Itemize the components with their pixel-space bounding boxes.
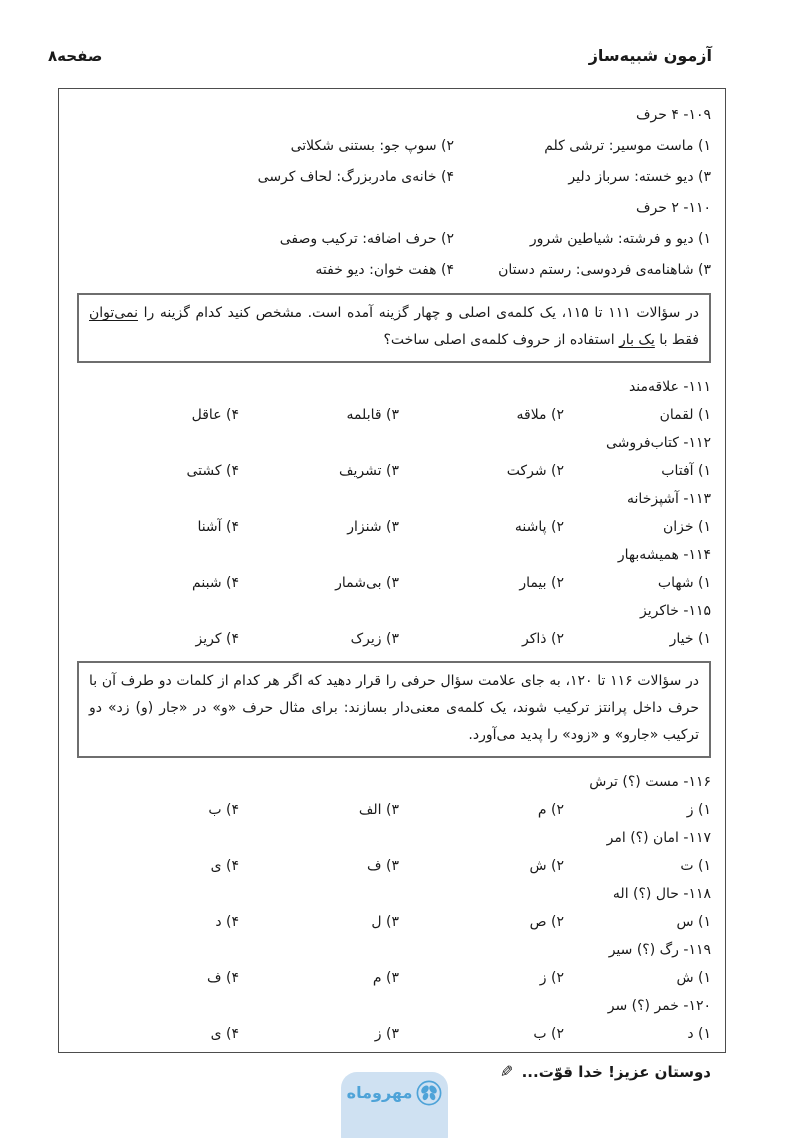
option-item: ۴) عاقل xyxy=(191,407,239,423)
option-row xyxy=(77,625,711,653)
option-row xyxy=(77,130,711,161)
question-title: ۱۲۰- خمر (؟) سر xyxy=(607,998,711,1014)
instruction-text: در سؤالات ۱۱۶ تا ۱۲۰، به جای علامت سؤال حرفی را قرار دهید که اگر هر کدام از کلمات دو طرف آن با حرف داخل پرانتز ترکیب شوند، یک کلمه‌ی معنی‌دار بسازند: برای مثال حرف «و» در «جار (و) زد» دو ترکیب «جارو» و «زود» را پدید می‌آورد. xyxy=(89,673,700,743)
instruction-text: استفاده از حروف کلمه‌ی اصلی ساخت؟ xyxy=(383,332,620,348)
option-item: ۱) دیو و فرشته: شیاطین شرور xyxy=(529,230,711,247)
instruction-box-2 xyxy=(77,661,711,758)
option-item: ۲) بیمار xyxy=(519,575,564,591)
option-item: ۴) کریز xyxy=(195,631,239,647)
question-title: ۱۱۲- کتاب‌فروشی xyxy=(606,435,711,451)
option-item: ۲) شرکت xyxy=(506,463,564,479)
publisher-logo xyxy=(341,1072,448,1138)
pen-icon: ✎ xyxy=(500,1062,514,1081)
butterfly-icon xyxy=(416,1080,442,1106)
question-section-2 xyxy=(77,373,711,653)
option-item: ۱) ماست موسیر: ترشی کلم xyxy=(544,137,711,154)
option-item: ۳) ل xyxy=(371,914,399,930)
option-row xyxy=(77,401,711,429)
option-item: ۲) ص xyxy=(529,914,564,930)
option-item: ۱) آفتاب xyxy=(661,463,711,479)
option-item: ۳) شاهنامه‌ی فردوسی: رستم دستان xyxy=(498,261,711,278)
question-title: ۱۱۹- رگ (؟) سیر xyxy=(608,942,711,958)
option-item: ۴) هفت خوان: دیو خفته xyxy=(315,261,454,278)
option-item: ۴) ی xyxy=(210,858,239,874)
option-item: ۲) م xyxy=(537,802,564,818)
option-item: ۳) ز xyxy=(374,1026,399,1042)
option-item: ۱) ز xyxy=(686,802,711,818)
option-item: ۱) خیار xyxy=(669,631,711,647)
option-item: ۳) قابلمه xyxy=(346,407,399,423)
question-section-3 xyxy=(77,768,711,1048)
option-row xyxy=(77,569,711,597)
option-row xyxy=(77,964,711,992)
option-item: ۳) دیو خسته: سرباز دلیر xyxy=(568,168,711,185)
option-item: ۱) خزان xyxy=(663,519,711,535)
question-title: ۱۰۹- ۴ حرف xyxy=(636,106,711,123)
instruction-underlined: نمی‌توان xyxy=(89,305,138,321)
option-item: ۳) شنزار xyxy=(347,519,399,535)
option-item: ۴) ف xyxy=(207,970,239,986)
page-number: صفحه۸ xyxy=(48,47,103,65)
question-section-1 xyxy=(77,99,711,285)
option-item: ۱) لقمان xyxy=(659,407,711,423)
question-title: ۱۱۸- حال (؟) اله xyxy=(612,886,711,902)
exam-title: آزمون شبیه‌ساز xyxy=(588,46,712,65)
option-item: ۲) ملاقه xyxy=(516,407,564,423)
option-item: ۱) س xyxy=(676,914,711,930)
instruction-text: در سؤالات ۱۱۱ تا ۱۱۵، یک کلمه‌ی اصلی و چهار گزینه آمده است. مشخص کنید کدام گزینه را xyxy=(137,305,700,321)
question-title: ۱۱۷- امان (؟) امر xyxy=(606,830,711,846)
option-item: ۱) ش xyxy=(676,970,711,986)
option-item: ۲) ب xyxy=(533,1026,564,1042)
option-item: ۲) پاشنه xyxy=(514,519,564,535)
option-row xyxy=(77,1020,711,1048)
option-row xyxy=(77,796,711,824)
instruction-box-1 xyxy=(77,293,711,363)
option-item: ۴) آشنا xyxy=(197,519,239,535)
option-item: ۱) ت xyxy=(680,858,711,874)
question-title: ۱۱۰- ۲ حرف xyxy=(636,199,711,216)
question-title: ۱۱۱- علاقه‌مند xyxy=(628,379,711,395)
option-item: ۲) سوپ جو: بستنی شکلاتی xyxy=(290,137,454,154)
question-title: ۱۱۶- مست (؟) ترش xyxy=(589,774,711,790)
option-item: ۱) شهاب xyxy=(657,575,711,591)
option-item: ۳) م xyxy=(372,970,399,986)
farewell-text: دوستان عزیز! خدا قوّت... xyxy=(521,1062,711,1081)
option-row xyxy=(77,161,711,192)
option-item: ۳) تشریف xyxy=(339,463,399,479)
question-title: ۱۱۳- آشپزخانه xyxy=(627,491,711,507)
instruction-text: فقط با xyxy=(654,332,699,348)
logo-text: مهروماه xyxy=(346,1083,413,1102)
option-row xyxy=(77,457,711,485)
option-row xyxy=(77,513,711,541)
option-row xyxy=(77,223,711,254)
option-item: ۳) بی‌شمار xyxy=(335,575,399,591)
option-item: ۳) زیرک xyxy=(350,631,399,647)
option-item: ۲) حرف اضافه: ترکیب وصفی xyxy=(279,230,454,247)
option-row xyxy=(77,852,711,880)
option-item: ۲) ش xyxy=(529,858,564,874)
option-item: ۴) کشتی xyxy=(186,463,239,479)
question-title: ۱۱۵- خاکریز xyxy=(640,603,711,619)
questions-box xyxy=(58,88,726,1081)
instruction-underlined: یک بار xyxy=(619,332,655,348)
question-title: ۱۱۴- همیشه‌بهار xyxy=(617,547,711,563)
option-item: ۴) شبنم xyxy=(192,575,239,591)
option-row xyxy=(77,254,711,285)
option-item: ۳) الف xyxy=(358,802,399,818)
option-item: ۴) ی xyxy=(210,1026,239,1042)
option-item: ۱) د xyxy=(687,1026,711,1042)
option-item: ۴) د xyxy=(215,914,239,930)
option-item: ۴) ب xyxy=(208,802,239,818)
option-item: ۴) خانه‌ی مادربزرگ: لحاف کرسی xyxy=(257,168,454,185)
option-row xyxy=(77,908,711,936)
option-item: ۳) ف xyxy=(367,858,399,874)
option-item: ۲) ز xyxy=(539,970,564,986)
option-item: ۲) ذاکر xyxy=(522,631,564,647)
